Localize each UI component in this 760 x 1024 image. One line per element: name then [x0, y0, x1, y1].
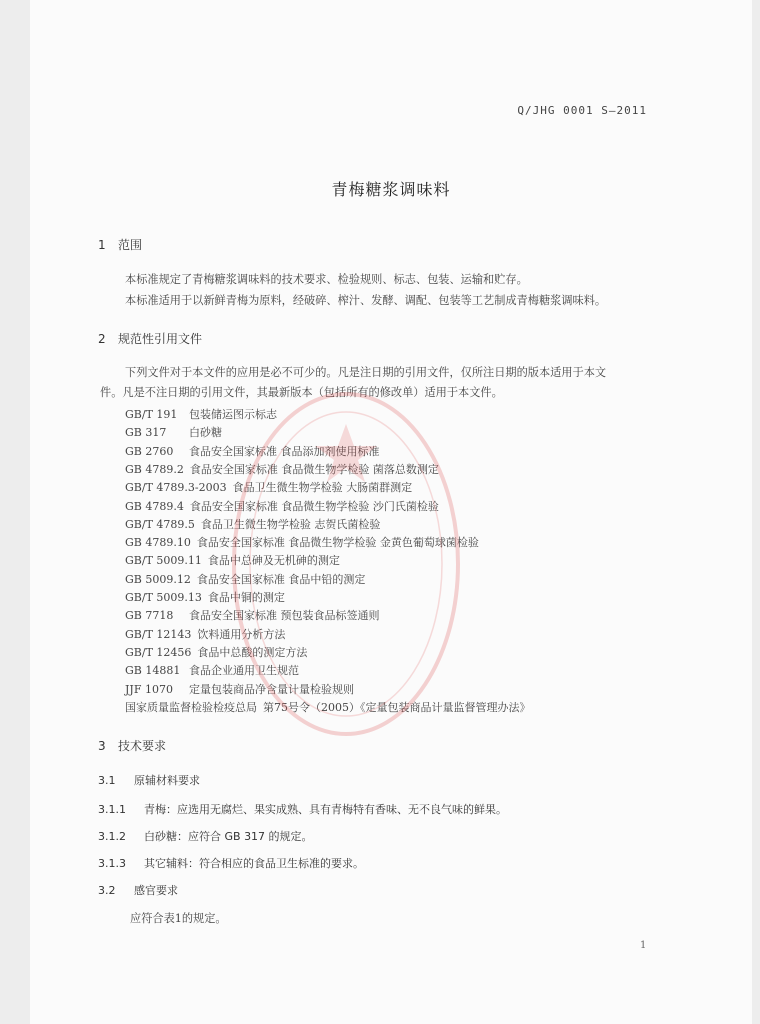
reference-item [125, 479, 412, 495]
reference-code: GB/T 191 [125, 408, 178, 421]
document-page [30, 0, 752, 1024]
page-number: 1 [640, 940, 647, 951]
reference-item [125, 424, 222, 440]
reference-item [125, 552, 340, 568]
reference-title: 食品中总酸的测定方法 [197, 645, 308, 659]
clause-number: 3.1.1 [98, 803, 126, 816]
reference-title: 定量包装商品净含量计量检验规则 [189, 682, 354, 696]
document-title: 青梅糖浆调味料 [331, 180, 451, 199]
clause-text: 青梅：应选用无腐烂、果实成熟、具有青梅特有香味、无不良气味的鲜果。 [144, 803, 507, 816]
reference-code: GB 317 [125, 426, 167, 440]
reference-code: JJF 1070 [125, 682, 173, 696]
reference-code: GB/T 5009.13 [125, 591, 202, 604]
references-intro-line-1: 下列文件对于本文件的应用是必不可少的。凡是注日期的引用文件，仅所注日期的版本适用于本文 [125, 366, 607, 379]
reference-item [125, 607, 380, 623]
reference-title: 食品中铜的测定 [207, 591, 285, 604]
clause-3-1-3 [98, 855, 364, 871]
reference-title: 食品安全国家标准 食品微生物学检验 金黄色葡萄球菌检验 [196, 536, 479, 550]
reference-title: 食品安全国家标准 食品添加剂使用标准 [189, 444, 380, 458]
subsection-3-1-heading [98, 772, 200, 788]
section-number: 1 [98, 238, 106, 252]
section-title: 规范性引用文件 [118, 332, 203, 346]
clause-number: 3.1.2 [98, 830, 126, 843]
clause-text: 白砂糖：应符合 GB 317 的规定。 [144, 830, 313, 843]
reference-title: 第75号令（2005）《定量包装商品计量监督管理办法》 [263, 700, 531, 714]
reference-title: 白砂糖 [189, 426, 222, 440]
reference-code: GB/T 5009.11 [125, 554, 202, 568]
subsection-title: 感官要求 [134, 884, 178, 897]
subsection-title: 原辅材料要求 [134, 774, 200, 787]
subsection-number: 3.1 [98, 774, 116, 787]
clause-number: 3.1.3 [98, 857, 126, 870]
reference-item [125, 589, 285, 605]
sensory-requirements-text: 应符合表1的规定。 [130, 912, 227, 925]
reference-item [125, 662, 299, 678]
reference-item [125, 443, 380, 459]
reference-title: 食品安全国家标准 食品中铅的测定 [196, 572, 366, 586]
reference-item [125, 644, 307, 660]
reference-code: GB 2760 [125, 444, 174, 458]
section-2-heading [98, 330, 202, 347]
scope-paragraph-2: 本标准适用于以新鲜青梅为原料，经破碎、榨汁、发酵、调配、包装等工艺制成青梅糖浆调味料。 [125, 294, 607, 307]
subsection-3-2-heading [98, 882, 178, 898]
clause-text: 其它辅料：符合相应的食品卫生标准的要求。 [144, 857, 364, 870]
reference-item [125, 461, 439, 477]
references-intro-line-2: 件。凡是不注日期的引用文件，其最新版本（包括所有的修改单）适用于本文件。 [100, 386, 503, 399]
reference-code: GB 7718 [125, 609, 174, 623]
reference-title: 食品安全国家标准 食品微生物学检验 沙门氏菌检验 [189, 499, 439, 513]
subsection-number: 3.2 [98, 884, 116, 897]
reference-code: 国家质量监督检验检疫总局 [125, 700, 257, 714]
reference-code: GB/T 12143 [125, 627, 192, 641]
reference-item [125, 699, 531, 715]
reference-item [125, 681, 354, 697]
reference-title: 食品安全国家标准 食品微生物学检验 菌落总数测定 [189, 462, 439, 476]
reference-title: 食品企业通用卫生规范 [189, 664, 299, 678]
reference-title: 食品卫生微生物学检验 大肠菌群测定 [232, 481, 413, 495]
reference-title: 包装储运图示标志 [189, 408, 277, 421]
section-1-heading [98, 236, 142, 253]
reference-code: GB 4789.2 [125, 462, 184, 476]
clause-3-1-1 [98, 801, 507, 817]
section-number: 2 [98, 332, 106, 346]
reference-item [125, 626, 285, 642]
reference-code: GB 4789.10 [125, 536, 191, 550]
section-title: 技术要求 [118, 739, 167, 753]
section-title: 范围 [118, 238, 143, 252]
reference-item [125, 406, 277, 422]
scope-paragraph-1: 本标准规定了青梅糖浆调味料的技术要求、检验规则、标志、包装、运输和贮存。 [125, 273, 528, 286]
reference-item [125, 534, 479, 550]
reference-item [125, 571, 365, 587]
standard-code: Q/JHG 0001 S—2011 [517, 104, 647, 117]
reference-code: GB 5009.12 [125, 572, 191, 586]
reference-title: 食品卫生微生物学检验 志贺氏菌检验 [200, 517, 381, 531]
reference-code: GB/T 4789.5 [125, 517, 195, 531]
reference-code: GB/T 4789.3-2003 [125, 481, 227, 495]
clause-3-1-2 [98, 828, 313, 844]
reference-code: GB/T 12456 [125, 645, 192, 659]
section-3-heading [98, 737, 166, 754]
section-number: 3 [98, 739, 106, 753]
reference-item [125, 498, 439, 514]
reference-title: 食品安全国家标准 预包装食品标签通则 [189, 609, 380, 623]
reference-title: 饮料通用分析方法 [197, 627, 286, 641]
reference-code: GB 14881 [125, 664, 181, 678]
reference-title: 食品中总砷及无机砷的测定 [207, 554, 340, 568]
reference-item [125, 516, 380, 532]
reference-code: GB 4789.4 [125, 499, 184, 513]
